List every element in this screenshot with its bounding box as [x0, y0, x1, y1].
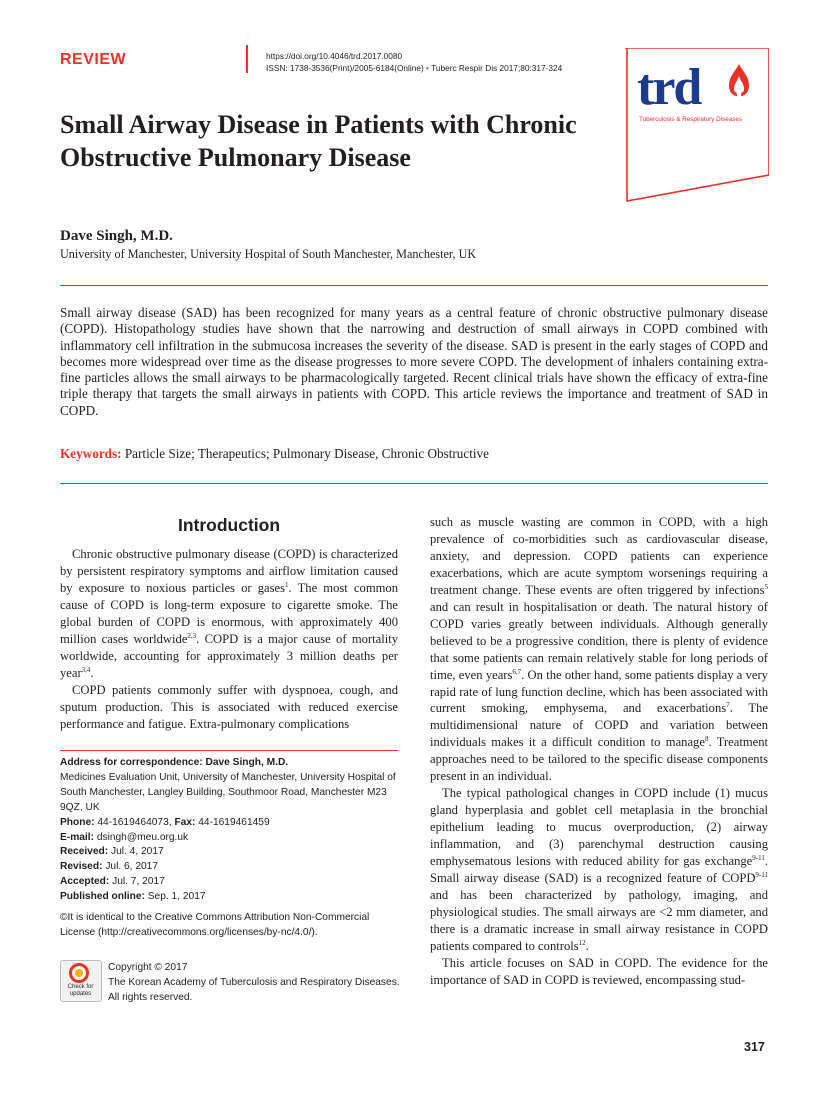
keywords-list: Particle Size; Therapeutics; Pulmonary Disease, Chronic Obstructive — [124, 446, 489, 461]
license-notice: ©It is identical to the Creative Commons Attribution Non-Commercial License (http://creativecommons.org/licenses/by-nc/4.0/). — [60, 912, 370, 938]
copyright-block: Copyright © 2017 The Korean Academy of Tuberculosis and Respiratory Diseases. All rights reserved. — [108, 962, 400, 1003]
keywords-label: Keywords: — [60, 446, 122, 461]
rule-top — [60, 285, 768, 286]
correspondence-block: Address for correspondence: Dave Singh, M.D. Medicines Evaluation Unit, University of Manchester, University Hospital of South Manchester, Langley Building, Southmoor Road, Manchester M23 9QZ, UK Phone: 44-1619464073, Fax: 44-1619461459 E-mail: dsingh@meu.org.uk Received: Jul. 4, 2017 Revised: Jul. 6, 2017 Accepted: Jul. 7, 2017 Published online: Sep. 1, 2017 — [60, 756, 398, 905]
email-link[interactable]: dsingh@meu.org.uk — [96, 831, 189, 843]
received-date: Jul. 4, 2017 — [110, 846, 164, 858]
rule-bottom — [60, 483, 768, 484]
correspondence-address: Medicines Evaluation Unit, University of Manchester, University Hospital of South Manchester, Langley Building, Southmoor Road, Manchester M23 9QZ, UK — [60, 771, 396, 813]
column-left — [60, 546, 398, 732]
doi-block — [266, 50, 562, 74]
phone: 44-1619464073, — [97, 816, 172, 828]
author-name: Dave Singh, M.D. — [60, 228, 173, 244]
update-badge-dot — [75, 969, 83, 977]
paragraph: The typical pathological changes in COPD include (1) mucus gland hyperplasia and goblet cell metaplasia in the bronchial epithelium leading to mucus overproduction, (2) airway inflammation, and (3) parenchymal destruction causing emphysematous lesions with reduced ability for gas exchange$^{9-11}$. Small airway disease (SAD) is a recognized feature of COPD$^{9-11}$ and has been characterized by pathology, imaging, and physiological studies. The small airways are <2 mm diameter, and there is a dramatic increase in small airway resistance in COPD patients compared to controls$^{12}$. — [430, 786, 768, 953]
article-title: Small Airway Disease in Patients with Chronic Obstructive Pulmonary Disease — [60, 110, 577, 172]
abstract: Small airway disease (SAD) has been recognized for many years as a central feature of chronic obstructive pulmonary disease (COPD). Histopathology studies have shown that the narrowing and destruction of small airways in COPD combined with inflammatory cell infiltration in the submucosa increases the severity of the disease. SAD is present in the early stages of COPD and becomes more widespread over time as the disease progresses to more severe COPD. The development of inhalers containing extra-fine particles allows the small airways to be pharmacologically targeted. Recent clinical trials have shown the efficacy of extra-fine triple therapy that targets the small airways in patients with COPD. This article reviews the importance and treatment of SAD in COPD. — [60, 305, 768, 418]
header-divider — [246, 45, 248, 73]
badge-label: Check for updates — [67, 984, 94, 997]
paragraph: such as muscle wasting are common in COPD, with a high prevalence of co-morbidities such as cardiovascular disease, anxiety, and depression. COPD patients can experience exacerbations, which are acute symptom worsenings requiring a treatment change. These events are often triggered by infections$^5$ and can result in hospitalisation or death. The natural history of COPD varies greatly between individuals. Although generally believed to be a progressive condition, there is plenty of evidence that some patients can remain relatively stable for long periods of time, even years$^{6,7}$. On the other hand, some patients display a very rapid rate of lung function decline, which has been associated with current smoking, emphysema, and exacerbations$^7$. The multidimensional nature of COPD and variation between individuals makes it a difficult condition to manage$^8$. Treatment approaches need to be tailored to the specific disease components present in an individual. — [430, 515, 769, 784]
separator: • — [426, 63, 429, 73]
author-affiliation: University of Manchester, University Hospital of South Manchester, Manchester, UK — [60, 247, 477, 261]
lung-flame-icon — [729, 64, 749, 96]
doi-link[interactable]: https://doi.org/10.4046/trd.2017.0080 — [266, 51, 403, 61]
correspondence-rule — [60, 750, 398, 751]
revised-date: Jul. 6, 2017 — [105, 861, 158, 873]
column-right — [430, 514, 768, 989]
paragraph: This article focuses on SAD in COPD. The evidence for the importance of SAD in COPD is reviewed, encompassing stud- — [430, 955, 768, 987]
keywords — [60, 446, 489, 462]
fax: 44-1619461459 — [198, 816, 270, 828]
journal-name: Tuberculosis & Respiratory Diseases — [639, 116, 743, 123]
paragraph: COPD patients commonly suffer with dyspnoea, cough, and sputum production. This is associated with reduced exercise performance and fatigue. Extra-pulmonary complications — [60, 682, 398, 731]
issn: ISSN: 1738-3536(Print)/2005-6184(Online) — [266, 63, 424, 73]
page-number: 317 — [744, 1040, 765, 1054]
published-date: Sep. 1, 2017 — [147, 891, 206, 903]
accepted-date: Jul. 7, 2017 — [112, 876, 165, 888]
section-label: REVIEW — [60, 51, 127, 68]
correspondence-heading: Address for correspondence: Dave Singh, M.D. — [60, 757, 289, 768]
citation: Tuberc Respir Dis 2017;80:317-324 — [431, 63, 563, 73]
paragraph: Chronic obstructive pulmonary disease (COPD) is characterized by persistent respiratory symptoms and airflow limitation caused by exposure to noxious particles or gases$^1$. The most common cause of COPD is long-term exposure to cigarette smoke. The global burden of COPD is enormous, with approximately 400 million cases worldwide$^{2,3}$. COPD is a major cause of mortality worldwide, accounting for approximately 3 million deaths per year$^{3,4}$. — [60, 547, 398, 680]
journal-logo: trd — [637, 59, 701, 116]
section-heading-introduction: Introduction — [177, 515, 281, 535]
